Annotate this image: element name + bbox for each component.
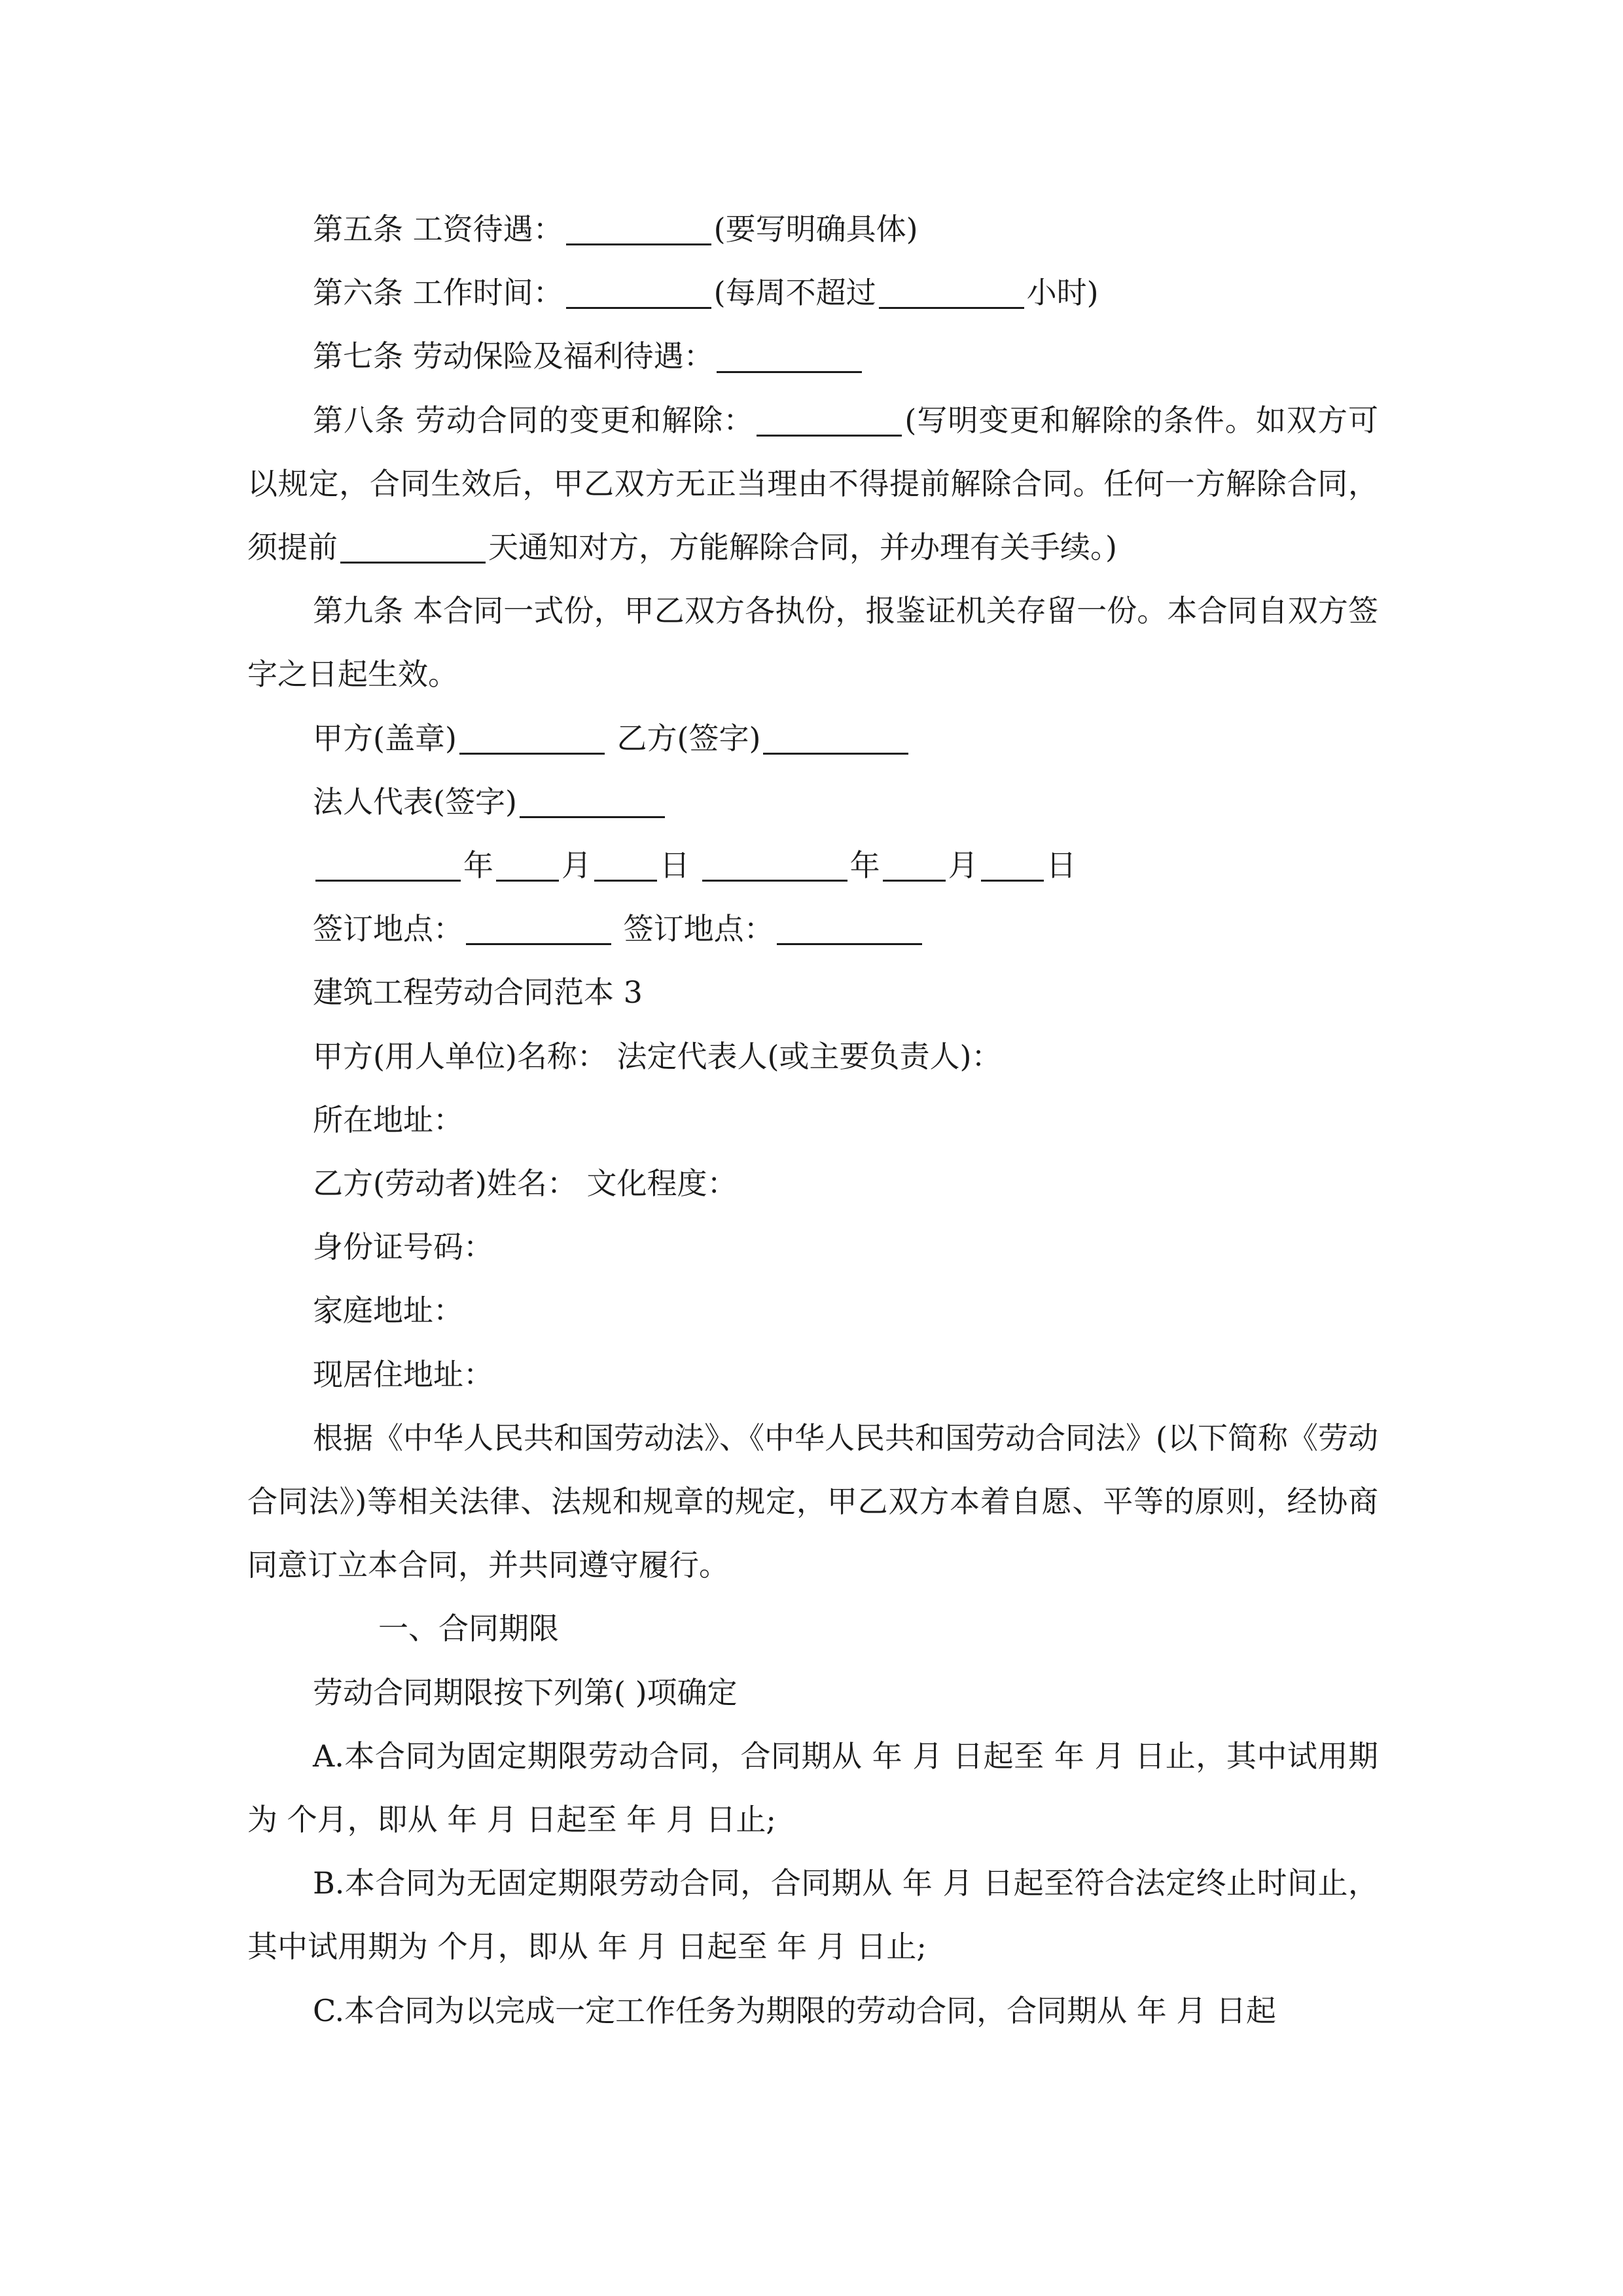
preamble: 根据《中华人民共和国劳动法》、《中华人民共和国劳动合同法》(以下简称《劳动合同法》)等相关法律、法规和规章的规定，甲乙双方本着自愿、平等的原则，经协商同意订立本合同，并共同遵守履行。	[247, 1420, 1378, 1583]
signature-dates	[247, 834, 1378, 897]
article-5-note: (要写明确具体)	[713, 211, 918, 247]
termination-blank	[757, 404, 902, 437]
article-6-note-b: 小时)	[1026, 275, 1099, 311]
party-a-seal-label: 甲方(盖章)	[313, 720, 457, 756]
party-a-seal-blank	[459, 723, 605, 755]
current-address-line: 现居住地址：	[313, 1356, 493, 1392]
article-9: 第九条 本合同一式份，甲乙双方各执份，报鉴证机关存留一份。本合同自双方签字之日起生效。	[247, 593, 1378, 692]
party-b-sign-blank	[763, 723, 908, 755]
id-number-line: 身份证号码：	[313, 1229, 493, 1265]
notice-days-blank	[340, 531, 486, 564]
article-5-label: 第五条 工资待遇：	[313, 211, 563, 247]
legal-rep-sign-blank	[520, 786, 665, 818]
date-b-year-blank	[702, 850, 847, 882]
article-7	[247, 325, 1378, 388]
term-selection: 劳动合同期限按下列第( )项确定	[313, 1674, 738, 1710]
sign-place-a-blank	[466, 913, 611, 945]
sign-place-a-label: 签订地点：	[313, 911, 463, 947]
address-line: 所在地址：	[313, 1102, 463, 1138]
option-b: B.本合同为无固定期限劳动合同，合同期从 年 月 日起至符合法定终止时间止，其中试用期为 个月，即从 年 月 日起至 年 月 日止;	[247, 1865, 1378, 1965]
sign-place-b-label: 签订地点：	[623, 911, 774, 947]
date-a-month: 月	[562, 848, 592, 884]
article-8-label: 第八条 劳动合同的变更和解除：	[313, 402, 755, 438]
date-b-day-blank	[981, 850, 1044, 882]
party-b-info	[247, 1152, 1378, 1215]
party-a-info	[247, 1025, 1378, 1088]
article-8-note-a: (写明变更和解除的条件。如双方可以规定，合同生效后，甲乙双方无正当理由不得提前解除合同。任何一方解除合同，须提前	[247, 402, 1379, 565]
party-b-sign-label: 乙方(签字)	[616, 720, 761, 756]
article-6-label: 第六条 工作时间：	[313, 275, 563, 311]
education-label: 文化程度：	[586, 1166, 738, 1202]
insurance-blank	[717, 341, 862, 373]
work-time-blank	[566, 277, 711, 309]
article-5	[247, 198, 1378, 261]
date-a-month-blank	[496, 850, 559, 882]
party-a-name-label: 甲方(用人单位)名称：	[313, 1038, 607, 1074]
article-6-note-a: (每周不超过	[713, 275, 876, 311]
article-8-note-b: 天通知对方，方能解除合同，并办理有关手续。)	[488, 529, 1117, 565]
sign-place-b-blank	[777, 913, 922, 945]
legal-rep-label: 法定代表人(或主要负责人)：	[616, 1038, 1002, 1074]
article-6	[247, 261, 1378, 325]
document-body	[247, 198, 1378, 2043]
salary-blank	[566, 213, 711, 245]
date-a-year-blank	[315, 850, 461, 882]
date-b-year: 年	[849, 848, 880, 884]
party-b-name-label: 乙方(劳动者)姓名：	[313, 1166, 577, 1202]
article-8	[247, 389, 1378, 580]
weekly-hours-blank	[879, 277, 1024, 309]
section-1-heading: 一、合同期限	[378, 1611, 559, 1647]
date-b-month-blank	[883, 850, 946, 882]
date-b-month: 月	[948, 848, 978, 884]
option-c: C.本合同为以完成一定工作任务为期限的劳动合同，合同期从 年 月 日起	[313, 1992, 1277, 2028]
article-7-label: 第七条 劳动保险及福利待遇：	[313, 338, 714, 374]
legal-rep-sign-label: 法人代表(签字)	[313, 783, 517, 819]
signing-places	[247, 897, 1378, 961]
template-3-title: 建筑工程劳动合同范本 3	[313, 975, 643, 1011]
signature-legal-rep	[247, 770, 1378, 834]
home-address-line: 家庭地址：	[313, 1293, 463, 1329]
date-a-day: 日	[660, 848, 690, 884]
option-a: A.本合同为固定期限劳动合同，合同期从 年 月 日起至 年 月 日止，其中试用期为 个月，即从 年 月 日起至 年 月 日止;	[247, 1738, 1378, 1838]
signature-parties	[247, 707, 1378, 770]
date-b-day: 日	[1046, 848, 1077, 884]
date-a-year: 年	[463, 848, 493, 884]
date-a-day-blank	[594, 850, 657, 882]
